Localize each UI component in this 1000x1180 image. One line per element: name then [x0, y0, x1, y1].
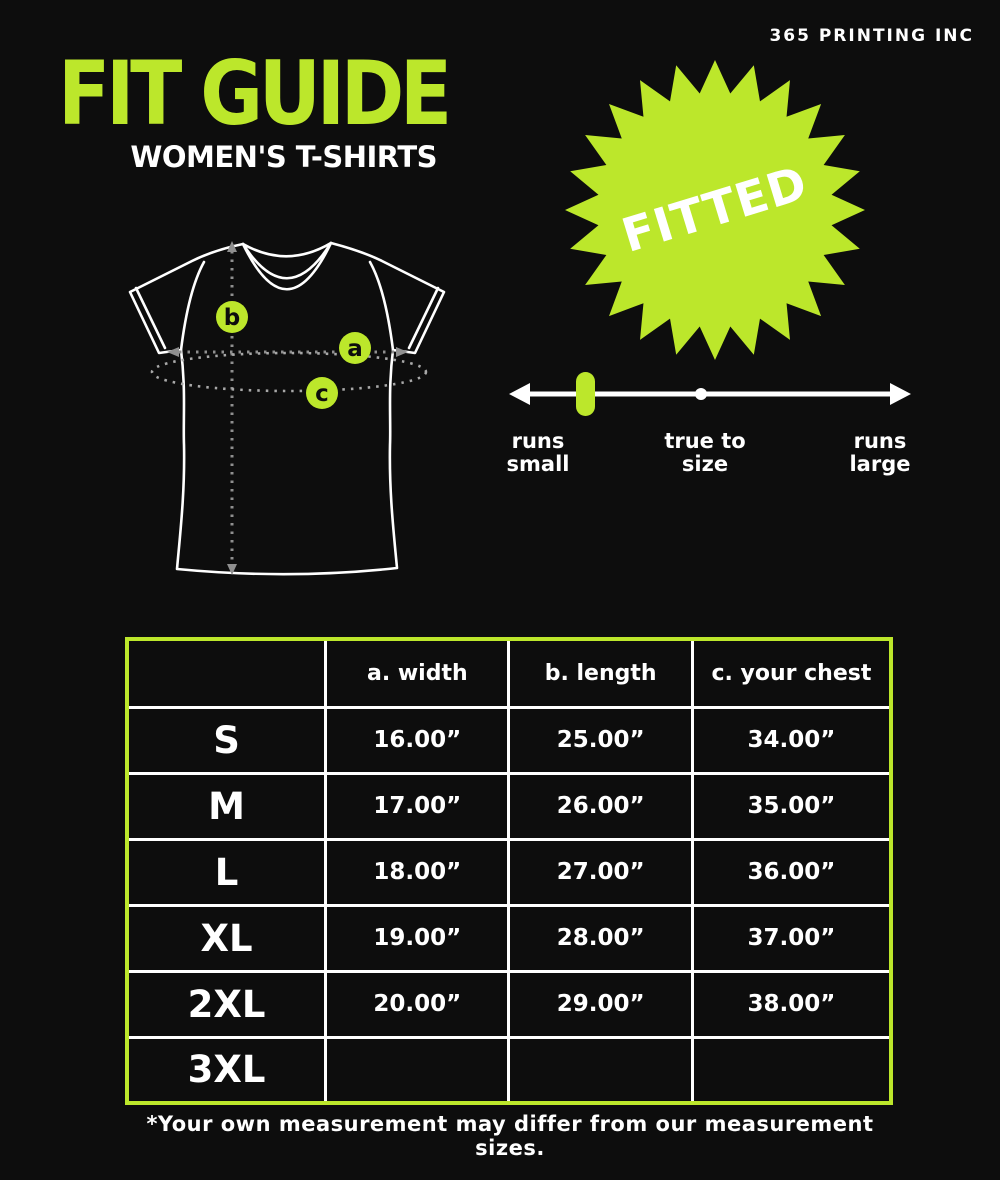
header-chest: c. your chest: [692, 639, 891, 707]
size-label: XL: [127, 905, 326, 971]
table-row: [127, 773, 891, 839]
width-value: 16.00”: [326, 707, 509, 773]
arrow-left-icon: [167, 347, 179, 357]
size-label: 3XL: [127, 1037, 326, 1103]
width-value: 20.00”: [326, 971, 509, 1037]
header-blank: [127, 639, 326, 707]
marker-c-label: c: [315, 381, 329, 407]
scale-label-line: runs: [511, 429, 565, 453]
chest-value: 37.00”: [692, 905, 891, 971]
arrow-right-icon: [396, 347, 408, 357]
header-length: b. length: [509, 639, 692, 707]
tshirt-diagram: [120, 235, 510, 583]
scale-label-line: large: [849, 451, 911, 476]
scale-arrow-left-icon: [509, 383, 530, 405]
chest-value: 34.00”: [692, 707, 891, 773]
table-row: [127, 1037, 891, 1103]
width-value: [326, 1037, 509, 1103]
length-value: 28.00”: [509, 905, 692, 971]
measure-markers: [216, 301, 371, 409]
scale-label-runs-large: [820, 430, 940, 475]
chest-value: 38.00”: [692, 971, 891, 1037]
tshirt-outline-icon: [130, 243, 444, 574]
fitted-badge: [563, 58, 867, 362]
length-value: [509, 1037, 692, 1103]
scale-label-runs-small: [478, 430, 598, 475]
size-label: 2XL: [127, 971, 326, 1037]
badge-label: FITTED: [615, 155, 814, 263]
table-row: [127, 905, 891, 971]
chest-value: 35.00”: [692, 773, 891, 839]
table-row: [127, 707, 891, 773]
size-label: S: [127, 707, 326, 773]
size-table: [125, 637, 893, 1105]
table-header-row: [127, 639, 891, 707]
width-value: 19.00”: [326, 905, 509, 971]
length-value: 27.00”: [509, 839, 692, 905]
scale-arrow-right-icon: [890, 383, 911, 405]
chest-ellipse-c: [152, 353, 426, 391]
scale-label-true-to-size: [645, 430, 765, 475]
scale-label-line: true to: [664, 429, 746, 453]
scale-label-line: small: [506, 451, 570, 476]
length-value: 25.00”: [509, 707, 692, 773]
marker-b-label: b: [223, 305, 241, 331]
scale-label-line: runs: [853, 429, 907, 453]
brand-name: 365 PRINTING INC: [769, 26, 974, 46]
size-label: M: [127, 773, 326, 839]
fit-scale: [505, 368, 915, 422]
marker-a-label: a: [347, 336, 363, 362]
page-title: FIT GUIDE: [58, 42, 448, 145]
scale-label-line: size: [681, 451, 729, 476]
table-row: [127, 839, 891, 905]
chest-value: 36.00”: [692, 839, 891, 905]
scale-midpoint-dot: [695, 388, 707, 400]
scale-marker: [576, 372, 595, 416]
width-value: 17.00”: [326, 773, 509, 839]
chest-value: [692, 1037, 891, 1103]
length-value: 26.00”: [509, 773, 692, 839]
width-value: 18.00”: [326, 839, 509, 905]
size-label: L: [127, 839, 326, 905]
length-value: 29.00”: [509, 971, 692, 1037]
measurement-disclaimer: *Your own measurement may differ from our measurement sizes.: [146, 1112, 874, 1160]
page-subtitle: WOMEN'S T-SHIRTS: [130, 140, 437, 174]
header-width: a. width: [326, 639, 509, 707]
table-row: [127, 971, 891, 1037]
